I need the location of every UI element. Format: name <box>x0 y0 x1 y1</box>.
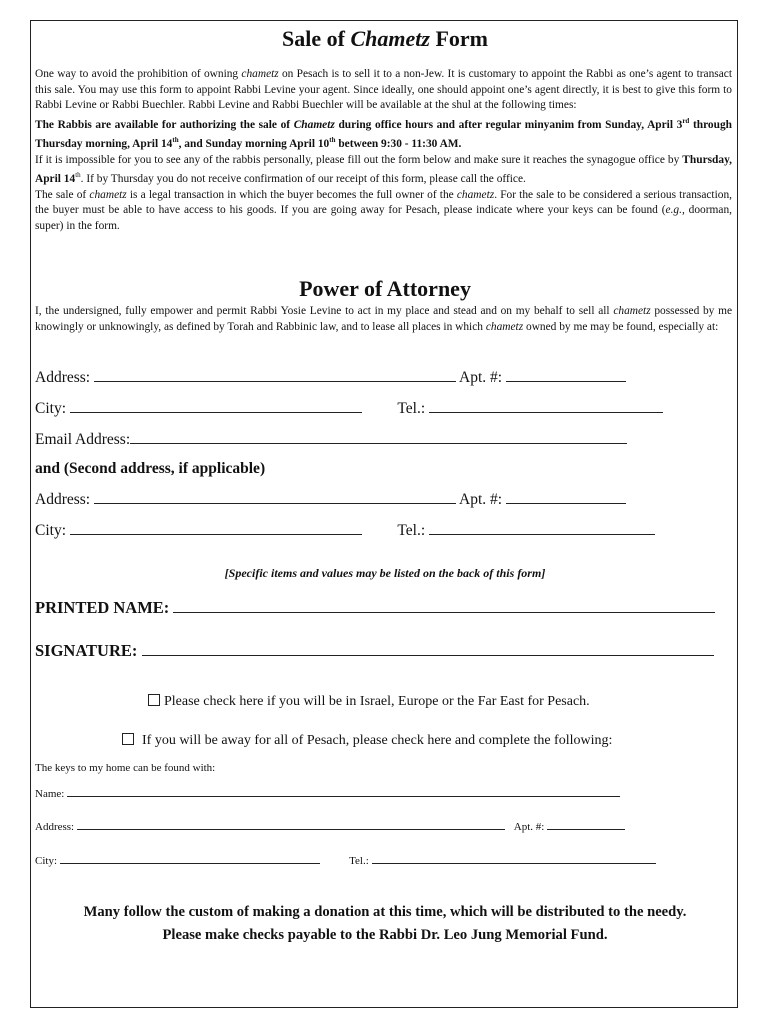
keys-name-field[interactable] <box>67 787 620 797</box>
specific-items-note: [Specific items and values may be listed on the back of this form] <box>224 566 546 580</box>
apt-field[interactable] <box>506 368 626 382</box>
keys-city-field[interactable] <box>60 854 320 864</box>
office-hours-notice: The Rabbis are available for authorizing the sale of Chametz during office hours and after regular minyanim from Sunday, April 3rd through Thursday morning, April 14th, and Sunday morning April 10th between 9:30 - 11:30 AM. <box>35 116 732 150</box>
keys-name-label: Name: <box>35 788 65 800</box>
tel-field[interactable] <box>429 399 663 413</box>
israel-check-row <box>148 694 590 710</box>
israel-checkbox[interactable] <box>148 694 160 706</box>
apt-label-2: Apt. #: <box>459 491 503 508</box>
address-label-2: Address: <box>35 491 91 508</box>
signature-label: SIGNATURE: <box>35 641 138 660</box>
title-text: Sale of <box>282 26 351 51</box>
tel-label-2: Tel.: <box>397 522 426 539</box>
poa-paragraph: I, the undersigned, fully empower and permit Rabbi Yosie Levine to act in my place and stead and on my behalf to sell all chametz possessed by me knowingly or unknowingly, as defined by Torah and Rabbinic law, and to lease all places in which chametz owned by me may be found, especially at: <box>35 305 732 333</box>
keys-address-field[interactable] <box>77 820 505 830</box>
checks-payable-note: Please make checks payable to the Rabbi Dr. Leo Jung Memorial Fund. <box>162 927 608 943</box>
keys-tel-field[interactable] <box>372 854 656 864</box>
email-row <box>35 430 627 449</box>
city-row-1 <box>35 399 663 418</box>
israel-check-label: Please check here if you will be in Israel, Europe or the Far East for Pesach. <box>164 694 590 709</box>
printed-name-row <box>35 598 715 618</box>
address-row-2 <box>35 490 626 509</box>
keys-tel-label: Tel.: <box>349 855 369 867</box>
keys-city-row <box>35 854 656 867</box>
poa-title: Power of Attorney <box>299 276 471 301</box>
address-row-1 <box>35 368 626 387</box>
title-text-end: Form <box>429 26 488 51</box>
away-check-row <box>122 733 612 749</box>
city-label: City: <box>35 400 67 417</box>
keys-apt-label: Apt. #: <box>513 821 545 833</box>
email-field[interactable] <box>130 430 627 444</box>
signature-row <box>35 641 714 661</box>
city-field[interactable] <box>70 399 362 413</box>
away-check-label: If you will be away for all of Pesach, please check here and complete the following: <box>142 733 613 748</box>
address-field-2[interactable] <box>94 490 456 504</box>
intro-paragraph: One way to avoid the prohibition of owning chametz on Pesach is to sell it to a non-Jew. It is customary to appoint the Rabbi as one’s agent to transact this sale. You may use this form to appoint Rabbi Levine your agent. Since ideally, one should appoint one’s agent directly, it is best to give this form to Rabbi Levine or Rabbi Buechler. Rabbi Levine and Rabbi Buechler will be available at the shul at the following times: The Rabbis are available for authorizing the sale of Chametz during office hours and after regular minyanim from Sunday, April 3rd through Thursday morning, April 14th, and Sunday morning April 10th between 9:30 - 11:30 AM. If it is impossible for you to see any of the rabbis personally, please fill out the form below and make sure it reaches the synagogue office by Thursday, April 14th. If by Thursday you do not receive confirmation of our receipt of this form, please call the office. The sale of chametz is a legal transaction in which the buyer becomes the full owner of the chametz. For the sale to be considered a serious transaction, the buyer must be able to have access to his goods. If you are going away for Pesach, please indicate where your keys can be found (e.g., doorman, super) in the form. <box>35 68 733 232</box>
donation-note: Many follow the custom of making a donation at this time, which will be distributed to the needy. <box>83 904 687 920</box>
address-field[interactable] <box>94 368 456 382</box>
away-checkbox[interactable] <box>122 733 134 745</box>
apt-label: Apt. #: <box>459 369 503 386</box>
keys-city-label: City: <box>35 855 58 867</box>
title-italic: Chametz <box>350 26 430 51</box>
printed-name-label: PRINTED NAME: <box>35 598 170 617</box>
keys-name-row <box>35 787 620 800</box>
tel-field-2[interactable] <box>429 521 655 535</box>
city-field-2[interactable] <box>70 521 362 535</box>
email-label: Email Address: <box>35 431 131 448</box>
keys-intro: The keys to my home can be found with: <box>35 762 216 774</box>
apt-field-2[interactable] <box>506 490 626 504</box>
address-label: Address: <box>35 369 91 386</box>
signature-field[interactable] <box>142 642 714 656</box>
second-address-heading: and (Second address, if applicable) <box>35 460 266 477</box>
keys-apt-field[interactable] <box>547 820 625 830</box>
keys-address-row <box>35 820 625 833</box>
city-label-2: City: <box>35 522 67 539</box>
keys-address-label: Address: <box>35 821 75 833</box>
form-title <box>0 26 770 52</box>
printed-name-field[interactable] <box>173 599 715 613</box>
city-row-2 <box>35 521 655 540</box>
tel-label: Tel.: <box>397 400 426 417</box>
